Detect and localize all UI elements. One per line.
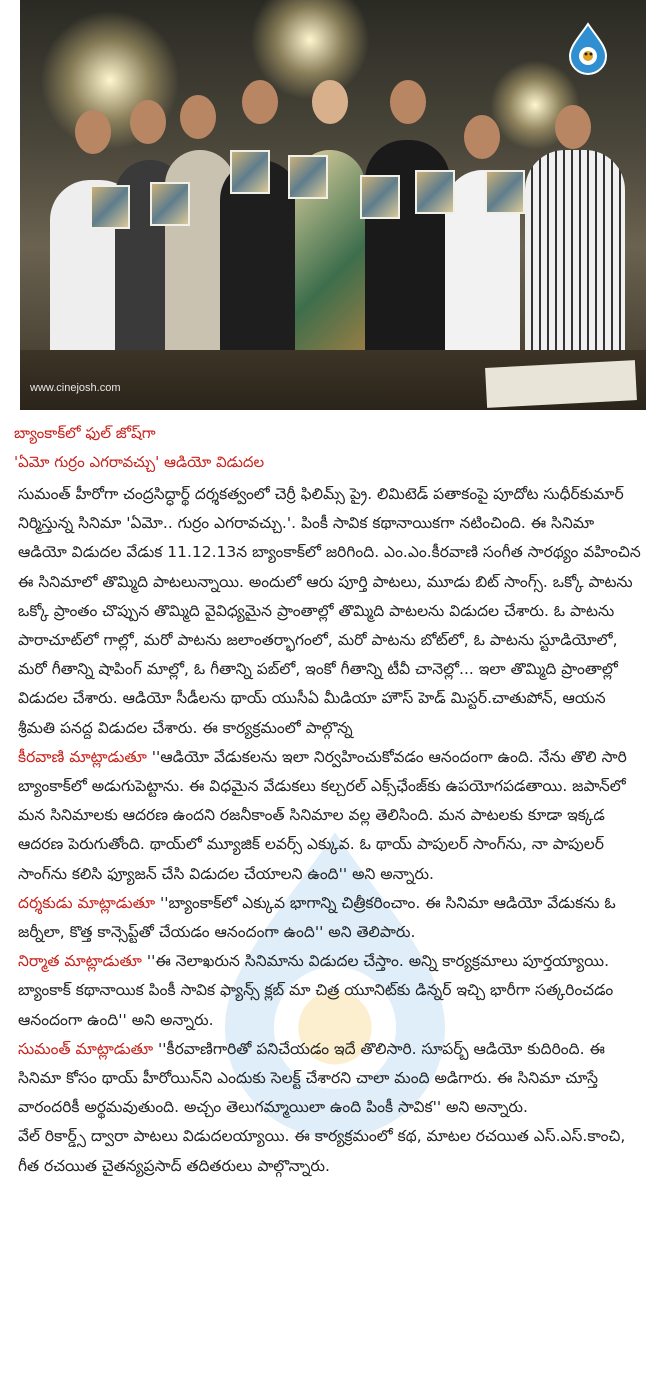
speaker-label: కీరవాణి మాట్లాడుతూ	[18, 747, 147, 766]
article-intro: సుమంత్‌ హీరోగా చంద్రసిద్ధార్థ్‌ దర్శకత్వంలో చెర్రీ ఫిలిమ్స్‌ ప్రై. లిమిటెడ్‌ పతాకంపై పూదోట సుధీర్‌కుమార్‌ నిర్మిస్తున్న సినిమా 'ఏమో.. గుర్రం ఎగరావచ్చు.'. పింకీ సావిక కథానాయికగా నటించింది. ఈ సినిమా ఆడియో విడుదల వేడుక 11.12.13న బ్యాంకాక్‌లో జరిగింది. ఎం.ఎం.కీరవాణి సంగీత సారథ్యం వహించిన ఈ సినిమాలో తొమ్మిది పాటలున్నాయి. అందులో ఆరు పూర్తి పాటలు, మూడు బిట్‌ సాంగ్స్‌. ఒక్కో పాటను ఒక్కో ప్రాంతం చొప్పున తొమ్మిది వైవిధ్యమైన ప్రాంతాల్లో తొమ్మిది పాటలను విడుదల చేశారు. ఓ పాటను పారాచూట్‌లో గాల్లో, మరో పాటను జలాంతర్భాగంలో, మరో పాటను బోట్‌లో, ఓ పాటను స్టూడియోలో, మరో గీతాన్ని షాపింగ్‌ మాల్లో, ఓ గీతాన్ని పబ్‌లో, ఇంకో గీతాన్ని టీవీ చానెల్లో... ఇలా తొమ్మిది ప్రాంతాల్లో విడుదల చేశారు. ఆడియో సీడీలను థాయ్‌ యుసీఏ మీడియా హౌస్‌ హెడ్‌ మిస్టర్‌.చాతుపోన్‌, ఆయన శ్రీమతి పనద్ద విడుదల చేశారు. ఈ కార్యక్రమంలో పాల్గొన్న	[18, 485, 641, 737]
quote-keeravani: కీరవాణి మాట్లాడుతూ ''ఆడియో వేడుకలను ఇలా నిర్వహించుకోవడం ఆనందంగా ఉంది. నేను తొలి సారి బ్యాంకాక్‌లో అడుగుపెట్టాను. ఈ విధమైన వేడుకలు కల్చరల్‌ ఎక్స్‌ఛేంజ్‌కు ఉపయోగపడతాయి. జపాన్‌లో మన సినిమాలకు ఆదరణ ఉందని రజనీకాంత్‌ సినిమాల వల్ల తెలిసింది. మన పాటలకు కూడా ఇక్కడ ఆదరణ పెరుగుతోంది. థాయ్‌లో మ్యూజిక్‌ లవర్స్‌ ఎక్కువ. ఓ థాయ్‌ పాపులర్‌ సాంగ్‌ను, నా పాపులర్‌ సాంగ్‌ను కలిసి ఫ్యూజన్‌ చేసి విడుదల చేయాలని ఉంది'' అని అన్నారు.	[18, 747, 627, 883]
article-closing: వేల్‌ రికార్డ్స్‌ ద్వారా పాటలు విడుదలయ్యాయి. ఈ కార్యక్రమంలో కథ, మాటల రచయిత ఎస్‌.ఎస్‌.కాంచి, గీత రచయిత చైతన్యప్రసాద్‌ తదితరులు పాల్గొన్నారు.	[18, 1127, 626, 1175]
speaker-label: నిర్మాత మాట్లాడుతూ	[18, 952, 142, 971]
headline-line-1: బ్యాంకాక్‌లో ఫుల్‌ జోష్‌గా	[14, 424, 156, 442]
photo-watermark: www.cinejosh.com	[30, 382, 121, 394]
article-body	[18, 480, 642, 1181]
headline-line-2: 'ఏమో గుర్రం ఎగరావచ్చు' ఆడియో విడుదల	[14, 453, 265, 471]
quote-director: దర్శకుడు మాట్లాడుతూ ''బ్యాంకాక్‌లో ఎక్కువ భాగాన్ని చిత్రీకరించాం. ఈ సినిమా ఆడియో వేడుకను ఓ జర్నీలా, కొత్త కాన్సెప్ట్‌తో చేయడం ఆనందంగా ఉంది'' అని తెలిపారు.	[18, 893, 616, 942]
quote-producer: నిర్మాత మాట్లాడుతూ ''ఈ నెలాఖరున సినిమాను విడుదల చేస్తాం. అన్ని కార్యక్రమాలు పూర్తయ్యాయి. బ్యాంకాక్‌ కథానాయిక పింకీ సావిక ఫ్యాన్స్‌ క్లబ్‌ మా చిత్ర యూనిట్‌కు డిన్నర్‌ ఇచ్చి భారీగా సత్కరించడం ఆనందంగా ఉంది'' అని అన్నారు.	[18, 952, 614, 1029]
speaker-label: సుమంత్‌ మాట్లాడుతూ	[18, 1039, 154, 1058]
cinejosh-logo-icon	[566, 22, 610, 76]
speaker-label: దర్శకుడు మాట్లాడుతూ	[18, 893, 156, 912]
event-photo	[20, 0, 646, 410]
quote-sumanth: సుమంత్‌ మాట్లాడుతూ ''కీరవాణిగారితో పనిచేయడం ఇదే తొలిసారి. సూపర్బ్‌ ఆడియో కుదిరింది. ఈ సినిమా కోసం థాయ్‌ హీరోయిన్‌ని ఎందుకు సెలక్ట్‌ చేశారని చాలా మంది అడిగారు. ఈ సినిమా చూస్తే వారందరికీ అర్థమవుతుంది. అచ్చం తెలుగమ్మాయిలా ఉంది పింకీ సావిక'' అని అన్నారు.	[18, 1039, 605, 1117]
